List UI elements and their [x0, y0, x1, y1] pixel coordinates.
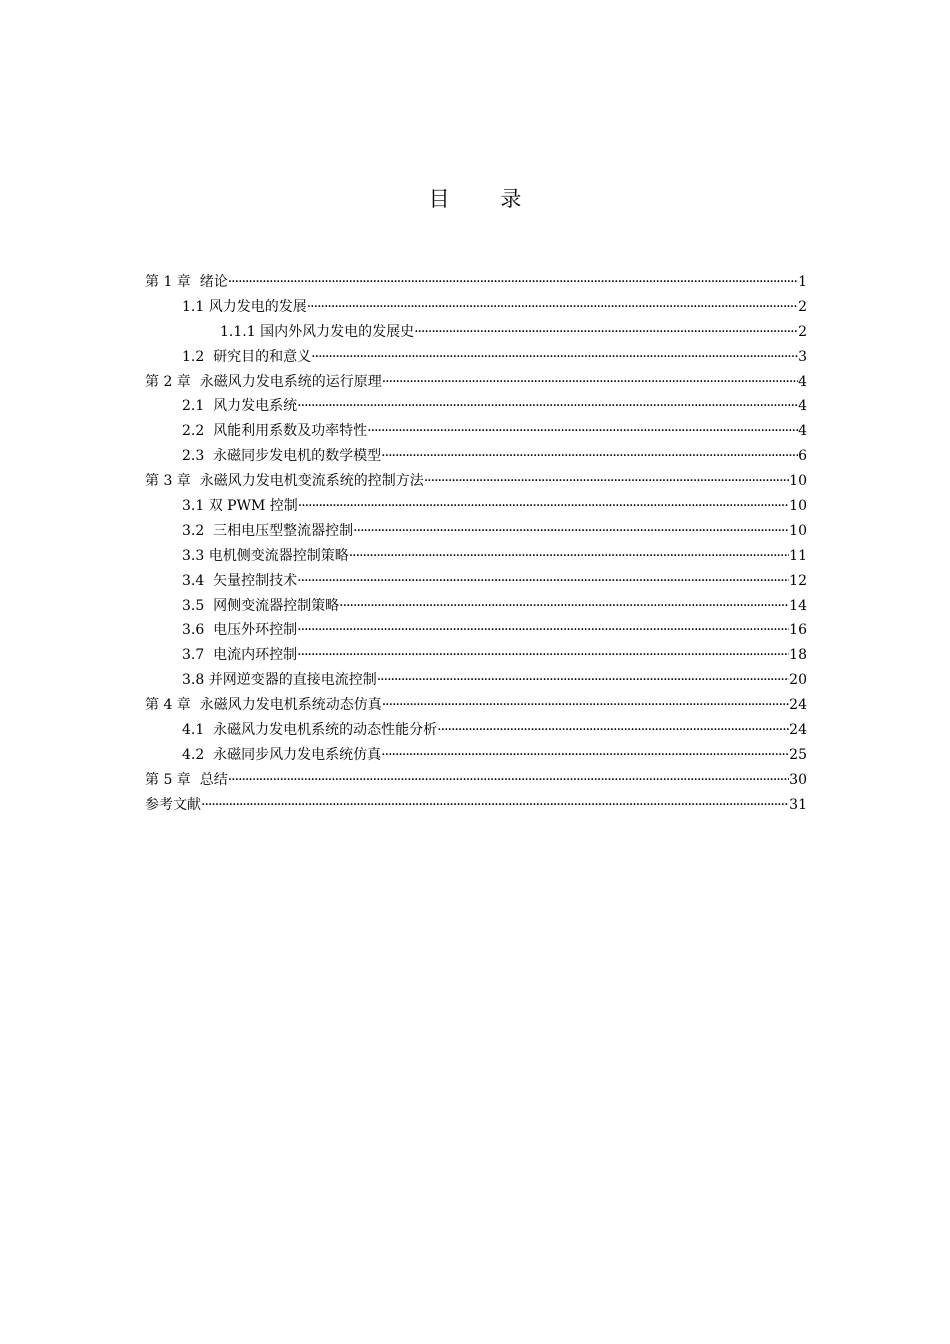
toc-entry-label: 2.2 风能利用系数及功率特性 — [182, 423, 368, 440]
toc-dot-leader — [382, 370, 798, 394]
toc-dot-leader — [381, 743, 789, 767]
toc-dot-leader — [414, 320, 798, 344]
toc-page-number: 31 — [789, 796, 807, 813]
toc-page-number: 11 — [789, 547, 807, 564]
toc-page-number: 2 — [798, 298, 807, 315]
toc-entry-label: 3.1 双 PWM 控制 — [182, 498, 298, 515]
toc-page-number: 30 — [789, 771, 807, 788]
toc-entry-label: 3.8 并网逆变器的直接电流控制 — [182, 672, 377, 689]
toc-dot-leader — [201, 793, 789, 817]
toc-entry[interactable] — [145, 270, 807, 295]
toc-page-number: 24 — [789, 722, 807, 739]
toc-entry-label: 4.2 永磁同步风力发电系统仿真 — [182, 746, 382, 763]
toc-dot-leader — [377, 668, 789, 692]
toc-entry[interactable] — [145, 718, 807, 743]
toc-page-number: 3 — [798, 348, 807, 365]
toc-dot-leader — [297, 643, 789, 667]
toc-dot-leader — [424, 469, 789, 493]
toc-entry-label: 1.1.1 国内外风力发电的发展史 — [220, 323, 415, 340]
toc-page-number: 4 — [798, 423, 807, 440]
toc-entry[interactable] — [145, 419, 807, 444]
toc-entry[interactable] — [145, 743, 807, 768]
toc-entry-label: 第 1 章 绪论 — [145, 274, 228, 290]
toc-entry-label: 2.1 风力发电系统 — [182, 398, 298, 415]
toc-entry-label: 4.1 永磁风力发电机系统的动态性能分析 — [182, 722, 438, 739]
toc-entry[interactable] — [145, 768, 807, 793]
toc-dot-leader — [353, 519, 789, 543]
toc-entry[interactable] — [145, 494, 807, 519]
toc-dot-leader — [228, 270, 798, 294]
toc-dot-leader — [382, 693, 789, 717]
toc-entry-label: 3.5 网侧变流器控制策略 — [182, 597, 340, 614]
table-of-contents — [145, 270, 807, 818]
toc-entry[interactable] — [145, 793, 807, 818]
toc-entry-label: 1.1 风力发电的发展 — [182, 298, 307, 315]
toc-entry-label: 第 2 章 永磁风力发电系统的运行原理 — [145, 373, 382, 390]
toc-dot-leader — [297, 618, 789, 642]
toc-entry[interactable] — [145, 519, 807, 544]
toc-entry[interactable] — [145, 643, 807, 668]
toc-entry[interactable] — [145, 444, 807, 469]
toc-dot-leader — [307, 295, 798, 319]
toc-page-number: 24 — [789, 697, 807, 714]
toc-page-number: 12 — [789, 572, 807, 589]
toc-entry[interactable] — [145, 693, 807, 718]
toc-dot-leader — [437, 718, 789, 742]
toc-entry[interactable] — [145, 370, 807, 395]
toc-page-number: 25 — [789, 746, 807, 763]
toc-page-number: 10 — [789, 522, 807, 539]
toc-entry[interactable] — [145, 544, 807, 569]
toc-title: 目 录 — [428, 187, 544, 211]
toc-entry-label: 第 4 章 永磁风力发电机系统动态仿真 — [145, 697, 382, 714]
toc-dot-leader — [297, 394, 798, 418]
toc-dot-leader — [349, 544, 789, 568]
toc-dot-leader — [367, 419, 798, 443]
toc-page-number: 4 — [798, 373, 807, 390]
toc-page-number: 10 — [789, 473, 807, 490]
toc-entry-label: 3.3 电机侧变流器控制策略 — [182, 547, 349, 564]
toc-page-number: 16 — [789, 622, 807, 639]
toc-page-number: 10 — [789, 498, 807, 515]
toc-entry[interactable] — [145, 594, 807, 619]
toc-entry[interactable] — [145, 618, 807, 643]
toc-entry[interactable] — [145, 569, 807, 594]
toc-entry[interactable] — [145, 394, 807, 419]
toc-entry[interactable] — [145, 295, 807, 320]
toc-page-number: 1 — [798, 274, 807, 290]
toc-page-number: 18 — [789, 647, 807, 664]
toc-dot-leader — [339, 594, 789, 618]
toc-entry-label: 3.4 矢量控制技术 — [182, 572, 298, 589]
toc-dot-leader — [298, 494, 789, 518]
toc-page-number: 14 — [789, 597, 807, 614]
toc-page-number: 6 — [798, 448, 807, 465]
toc-entry-label: 3.6 电压外环控制 — [182, 622, 298, 639]
toc-page-number: 20 — [789, 672, 807, 689]
toc-page-number: 4 — [798, 398, 807, 415]
toc-page-number: 2 — [798, 323, 807, 340]
toc-entry-label: 参考文献 — [145, 796, 201, 813]
toc-entry-label: 第 5 章 总结 — [145, 771, 228, 788]
toc-entry[interactable] — [145, 668, 807, 693]
toc-entry-label: 1.2 研究目的和意义 — [182, 348, 312, 365]
toc-dot-leader — [381, 444, 798, 468]
toc-entry[interactable] — [145, 469, 807, 494]
toc-entry[interactable] — [145, 345, 807, 370]
toc-dot-leader — [311, 345, 798, 369]
toc-entry-label: 2.3 永磁同步发电机的数学模型 — [182, 448, 382, 465]
toc-entry-label: 第 3 章 永磁风力发电机变流系统的控制方法 — [145, 473, 424, 490]
toc-dot-leader — [228, 768, 789, 792]
toc-entry[interactable] — [145, 320, 807, 345]
toc-entry-label: 3.2 三相电压型整流器控制 — [182, 522, 354, 539]
toc-entry-label: 3.7 电流内环控制 — [182, 647, 298, 664]
toc-dot-leader — [297, 569, 789, 593]
